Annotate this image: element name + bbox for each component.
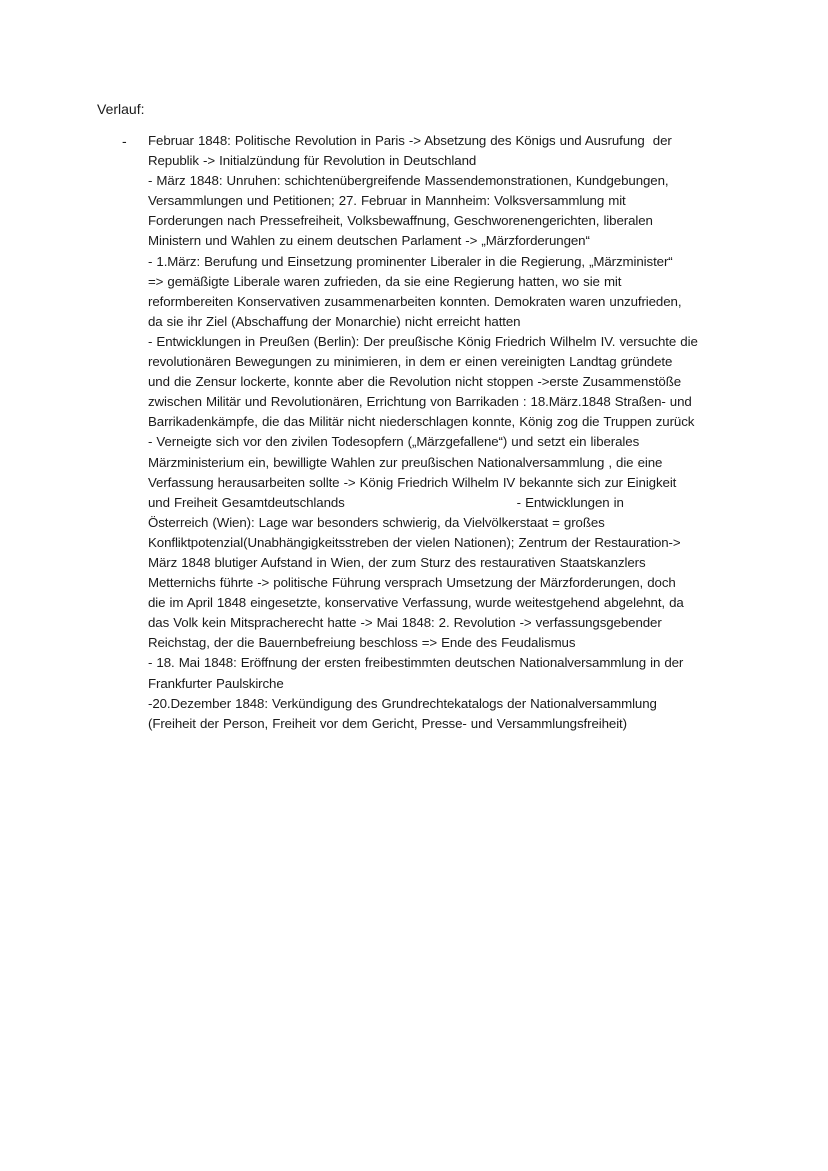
text-line: - Verneigte sich vor den zivilen Todesopfern („Märzgefallene“) und setzt ein liberales — [148, 434, 640, 450]
text-line: Februar 1848: Politische Revolution in Paris -> Absetzung des Königs und Ausrufung der — [148, 133, 672, 148]
text-line: Forderungen nach Pressefreiheit, Volksbewaffnung, Geschworenengerichten, liberalen — [148, 213, 653, 229]
text-line: Reichstag, der die Bauernbefreiung beschloss => Ende des Feudalismus — [148, 635, 576, 651]
text-line: Ministern und Wahlen zu einem deutschen Parlament -> „Märzforderungen“ — [148, 233, 590, 249]
text-line: zwischen Militär und Revolutionären, Errichtung von Barrikaden : 18.März.1848 Straßen- und — [148, 394, 692, 410]
text-line: => gemäßigte Liberale waren zufrieden, da sie eine Regierung hatten, wo sie mit — [148, 273, 622, 289]
text-line: da sie ihr Ziel (Abschaffung der Monarchie) nicht erreicht hatten — [148, 313, 521, 329]
text-line: Konfliktpotenzial(Unabhängigkeitsstreben der vielen Nationen); Zentrum der Restauration-> — [148, 534, 681, 550]
text-line: Verfassung herausarbeiten sollte -> König Friedrich Wilhelm IV bekannte sich zur Einigkeit — [148, 474, 677, 490]
text-line: und Freiheit Gesamtdeutschlands - Entwicklungen in — [148, 494, 624, 510]
text-line: Barrikadenkämpfe, die das Militär nicht niederschlagen konnte, König zog die Truppen zurück — [148, 414, 695, 430]
text-line: die im April 1848 eingesetzte, konservative Verfassung, wurde weitestgehend abgelehnt, da — [148, 595, 684, 611]
text-line: und die Zensur lockerte, konnte aber die Revolution nicht stoppen ->erste Zusammenstöße — [148, 374, 682, 390]
text-line: - März 1848: Unruhen: schichtenübergreifende Massendemonstrationen, Kundgebungen, — [148, 173, 669, 189]
text-line: Österreich (Wien): Lage war besonders schwierig, da Vielvölkerstaat = großes — [148, 514, 605, 530]
bullet-text — [148, 131, 748, 734]
text-line: - Entwicklungen in Preußen (Berlin): Der preußische König Friedrich Wilhelm IV. versuchte die — [148, 333, 698, 349]
text-line: Metternichs führte -> politische Führung versprach Umsetzung der Märzforderungen, doch — [148, 575, 676, 591]
text-line: revolutionären Bewegungen zu minimieren, in dem er einen vereinigten Landtag gründete — [148, 354, 673, 370]
text-line: das Volk kein Mitspracherecht hatte -> Mai 1848: 2. Revolution -> verfassungsgebender — [148, 615, 662, 631]
text-line: Versammlungen und Petitionen; 27. Februar in Mannheim: Volksversammlung mit — [148, 193, 626, 209]
text-line: Frankfurter Paulskirche — [148, 675, 284, 691]
text-line: - 1.März: Berufung und Einsetzung prominenter Liberaler in die Regierung, „Märzminister“ — [148, 253, 673, 269]
text-line: Republik -> Initialzündung für Revolution in Deutschland — [148, 153, 477, 169]
text-line: Märzministerium ein, bewilligte Wahlen zur preußischen Nationalversammlung , die eine — [148, 454, 663, 470]
text-line: - 18. Mai 1848: Eröffnung der ersten freibestimmten deutschen Nationalversammlung in der — [148, 655, 684, 671]
text-line: (Freiheit der Person, Freiheit vor dem Gericht, Presse- und Versammlungsfreiheit) — [148, 715, 627, 731]
bullet-marker: - — [122, 133, 127, 149]
text-line: -20.Dezember 1848: Verkündigung des Grundrechtekatalogs der Nationalversammlung — [148, 695, 657, 711]
text-line: März 1848 blutiger Aufstand in Wien, der zum Sturz des restaurativen Staatskanzlers — [148, 554, 646, 570]
text-line: reformbereiten Konservativen zusammenarbeiten konnten. Demokraten waren unzufrieden, — [148, 293, 682, 309]
section-heading: Verlauf: — [97, 101, 145, 117]
